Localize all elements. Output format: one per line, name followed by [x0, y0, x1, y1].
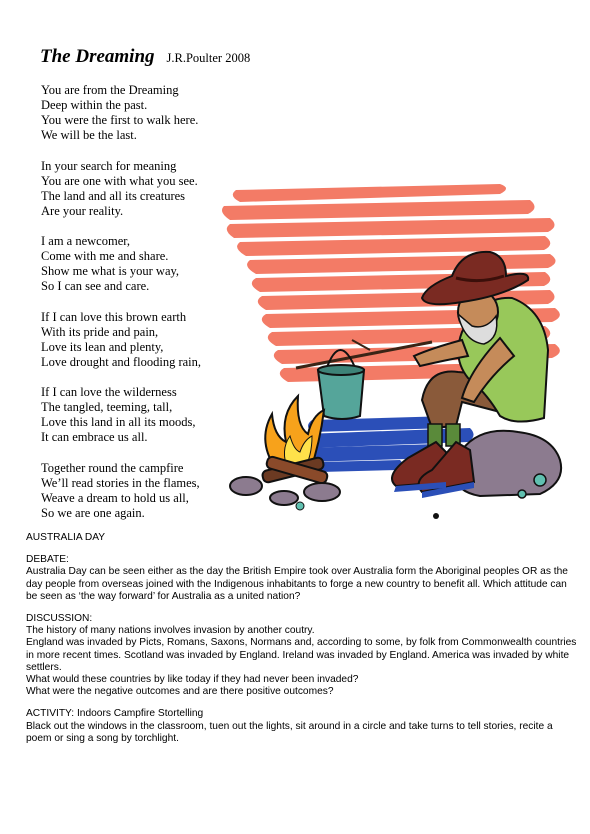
debate-text: Australia Day can be seen either as the day the British Empire took over Australia form the Aboriginal peoples OR as the day people from overseas joined with the Indigenous inhabitants to forge a new country to benefit all. Which attitude can be seen as ‘the way forward’ for Australia as a united nation?	[26, 566, 568, 602]
poem-line: Love this land in all its moods,	[41, 415, 196, 429]
discussion-line: The history of many nations involves invasion by another coutry.	[26, 625, 315, 637]
poem-line: Love drought and flooding rain,	[41, 354, 202, 369]
poem-author: J.R.Poulter 2008	[166, 51, 251, 65]
poem-line: So we are one again.	[41, 505, 145, 520]
notes-heading: AUSTRALIA DAY	[26, 532, 106, 543]
poem-line: The tangled, teeming, tall,	[41, 400, 173, 414]
poem-body	[41, 83, 201, 536]
poem-line: So I can see and care.	[41, 279, 150, 293]
poem-line: The land and all its creatures	[41, 188, 186, 203]
poem-line: We’ll read stories in the flames,	[41, 475, 200, 490]
poem-line: If I can love the wilderness	[41, 385, 177, 399]
poem-line: Show me what is your way,	[41, 264, 180, 278]
poem-line: In your search for meaning	[41, 158, 177, 173]
poem-line: You are from the Dreaming	[41, 83, 179, 97]
poem-line: If I can love this brown earth	[41, 309, 187, 324]
poem-stanza	[41, 159, 201, 219]
poem-line: It can embrace us all.	[41, 430, 148, 444]
poem-line: Weave a dream to hold us all,	[41, 490, 189, 505]
debate-label: DEBATE:	[26, 554, 69, 566]
poem-line: Love its lean and plenty,	[41, 339, 164, 354]
poem-line: We will be the last.	[41, 128, 137, 142]
activity-label: ACTIVITY: Indoors Campfire Stortelling	[26, 708, 204, 720]
discussion-line: What would these countries by like today if they had never been invaded?	[26, 674, 359, 686]
poem-line: Are your reality.	[41, 203, 124, 218]
man-by-campfire-illustration	[200, 180, 580, 525]
poem-stanza	[41, 234, 201, 294]
poem-line: I am a newcomer,	[41, 234, 131, 248]
poem-line: You are one with what you see.	[41, 173, 198, 188]
poem-line: Together round the campfire	[41, 460, 184, 475]
discussion-line: England was invaded by Picts, Romans, Saxons, Normans and, according to some, by folk from Commonwealth countries in more recent times. Scotland was invaded by England. Ireland was invaded by England. America was invaded by white settlers.	[26, 637, 577, 673]
poem-stanza	[41, 385, 201, 445]
lesson-notes	[26, 532, 578, 745]
poem-header	[40, 46, 250, 68]
activity-text: Black out the windows in the classroom, tuen out the lights, sit around in a circle and take turns to tell stories, recite a poem or sing a song by torchlight.	[26, 720, 553, 744]
poem-stanza	[41, 310, 201, 370]
discussion-label: DISCUSSION:	[26, 613, 93, 625]
poem-stanza	[41, 461, 201, 521]
poem-line: Deep within the past.	[41, 98, 148, 112]
discussion-line: What were the negative outcomes and are there positive outcomes?	[26, 686, 334, 698]
poem-line: Come with me and share.	[41, 249, 169, 263]
poem-stanza	[41, 83, 201, 143]
poem-line: With its pride and pain,	[41, 324, 159, 339]
poem-line: You were the first to walk here.	[41, 113, 199, 127]
poem-title: The Dreaming	[40, 46, 155, 67]
